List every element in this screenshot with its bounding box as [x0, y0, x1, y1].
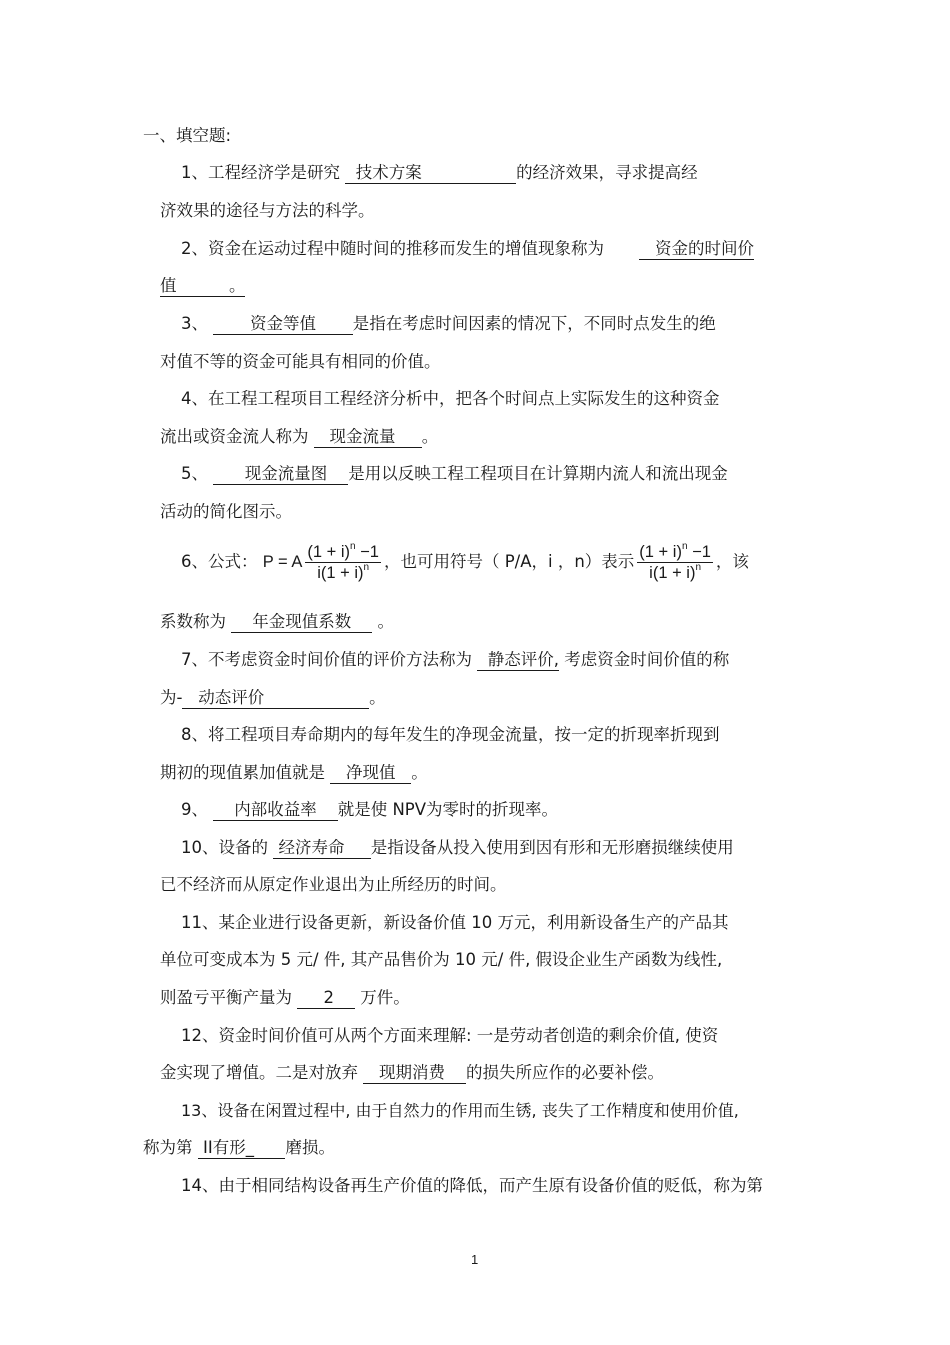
question-2-line-2: [160, 275, 245, 297]
question-13-line-1: 13、设备在闲置过程中, 由于自然力的作用而生锈, 丧失了工作精度和使用价值,: [181, 1101, 739, 1120]
question-6-answer: 年金现值系数: [231, 612, 373, 631]
question-12-suffix: 的损失所应作的必要补偿。: [465, 1063, 664, 1082]
question-10-answer: 经济寿命: [273, 838, 371, 857]
question-6-line-2: [160, 611, 394, 633]
question-10-line-2: 已不经济而从原定作业退出为止所经历的时间。: [160, 875, 507, 894]
question-8-answer: 净现值: [330, 763, 412, 782]
question-10-prefix: 10、设备的: [181, 838, 274, 857]
question-5-line-1: [181, 463, 728, 485]
question-6-line-2-prefix: 系数称为: [160, 612, 232, 631]
question-6-line-2-suffix: 。: [372, 612, 394, 631]
question-11-suffix: 万件。: [354, 988, 410, 1007]
question-12-line-1: 12、资金时间价值可从两个方面来理解: 一是劳动者创造的剩余价值, 使资: [181, 1026, 719, 1045]
question-3-prefix: 3、: [181, 314, 214, 333]
question-7-prefix: 7、不考虑资金时间价值的评价方法称为: [181, 650, 478, 669]
question-7-line-1: [181, 649, 729, 671]
question-7-line-2-prefix: 为-: [160, 688, 183, 707]
question-4-line-1: 4、在工程工程项目工程经济分析中，把各个时间点上实际发生的这种资金: [181, 389, 720, 408]
question-3-line-1: [181, 313, 716, 335]
question-1-line-1: [181, 162, 698, 184]
question-8-line-1: 8、将工程项目寿命期内的每年发生的净现金流量，按一定的折现率折现到: [181, 725, 720, 744]
question-12-prefix: 金实现了增值。二是对放弃: [160, 1063, 364, 1082]
question-8-prefix: 期初的现值累加值就是: [160, 763, 331, 782]
question-6-suffix: ，该: [715, 552, 749, 571]
question-3-line-2: 对值不等的资金可能具有相同的价值。: [160, 352, 441, 371]
question-10-suffix: 是指设备从投入使用到因有形和无形磨损继续使用: [370, 838, 734, 857]
question-2-line-1: [181, 238, 754, 260]
question-7-line-2-suffix: 。: [369, 688, 386, 707]
question-11-line-3: [160, 987, 410, 1009]
question-5-suffix: 是用以反映工程工程项目在计算期内流人和流出现金: [348, 464, 728, 483]
question-14-line-1: 14、由于相同结构设备再生产价值的降低，而产生原有设备价值的贬低，称为第: [181, 1176, 763, 1195]
question-7-answer-1: 静态评价,: [477, 650, 559, 669]
question-13-prefix: 称为第: [143, 1138, 198, 1157]
question-2-prefix: 2、资金在运动过程中随时间的推移而发生的增值现象称为: [181, 239, 610, 258]
question-1-suffix: 的经济效果，寻求提高经: [516, 163, 698, 182]
question-13-suffix: 磨损。: [285, 1138, 335, 1157]
formula-fraction-2: [637, 543, 713, 582]
question-3-answer: 资金等值: [213, 314, 353, 333]
question-6-line-1: [181, 540, 749, 584]
question-11-line-2: 单位可变成本为 5 元/ 件, 其产品售价为 10 元/ 件, 假设企业生产函数为线性,: [160, 950, 723, 969]
formula-denominator-2: $i(1 + i)^n$: [649, 562, 702, 582]
question-11-answer: 2: [297, 988, 355, 1007]
formula-lhs: P = A: [262, 553, 303, 571]
question-1-answer: 技术方案: [345, 163, 517, 182]
question-5-prefix: 5、: [181, 464, 214, 483]
formula-numerator-1: $(1 + i)^n -1$: [307, 541, 379, 561]
question-13-line-2: [143, 1137, 335, 1159]
question-7-line-2: [160, 687, 386, 709]
question-3-suffix: 是指在考虑时间因素的情况下，不同时点发生的绝: [352, 314, 716, 333]
question-1-line-2: 济效果的途径与方法的科学。: [160, 201, 375, 220]
page-number: 1: [471, 1252, 479, 1267]
question-8-suffix: 。: [411, 763, 428, 782]
question-2-answer-part-1: 资金的时间价: [639, 239, 754, 258]
formula-numerator-2: $(1 + i)^n -1$: [639, 541, 711, 561]
question-12-answer: 现期消费: [363, 1063, 466, 1082]
question-9-suffix: 就是使 NPV为零时的折现率。: [337, 800, 559, 819]
question-10-line-1: [181, 837, 734, 859]
question-2-answer-part-2: 值 。: [160, 276, 246, 295]
question-4-suffix: 。: [421, 427, 439, 446]
question-9-prefix: 9、: [181, 800, 214, 819]
question-9-line-1: [181, 799, 558, 821]
question-9-answer: 内部收益率: [213, 800, 338, 819]
question-1-prefix: 1、工程经济学是研究: [181, 163, 346, 182]
question-5-line-2: 活动的简化图示。: [160, 502, 292, 521]
question-5-answer: 现金流量图: [213, 464, 349, 483]
question-6-middle-text: ，也可用符号（ P/A，i ，n）表示: [383, 552, 635, 571]
question-4-answer: 现金流量: [313, 427, 422, 446]
question-11-prefix: 则盈亏平衡产量为: [160, 988, 298, 1007]
question-6-prefix: 6、公式：: [181, 552, 263, 571]
question-4-prefix: 流出或资金流人称为: [160, 427, 314, 446]
question-13-answer: II有形_: [197, 1138, 286, 1157]
question-7-answer-2: 动态评价: [182, 688, 370, 707]
question-4-line-2: [160, 426, 438, 448]
formula-denominator-1: $i(1 + i)^n$: [317, 562, 370, 582]
question-8-line-2: [160, 762, 428, 784]
question-11-line-1: 11、某企业进行设备更新，新设备价值 10 万元，利用新设备生产的产品其: [181, 913, 729, 932]
question-12-line-2: [160, 1062, 664, 1084]
section-title: 一、填空题:: [143, 126, 232, 145]
formula-exponent: n: [350, 541, 356, 552]
formula-fraction-1: [305, 543, 381, 582]
question-7-middle: 考虑资金时间价值的称: [559, 650, 730, 669]
